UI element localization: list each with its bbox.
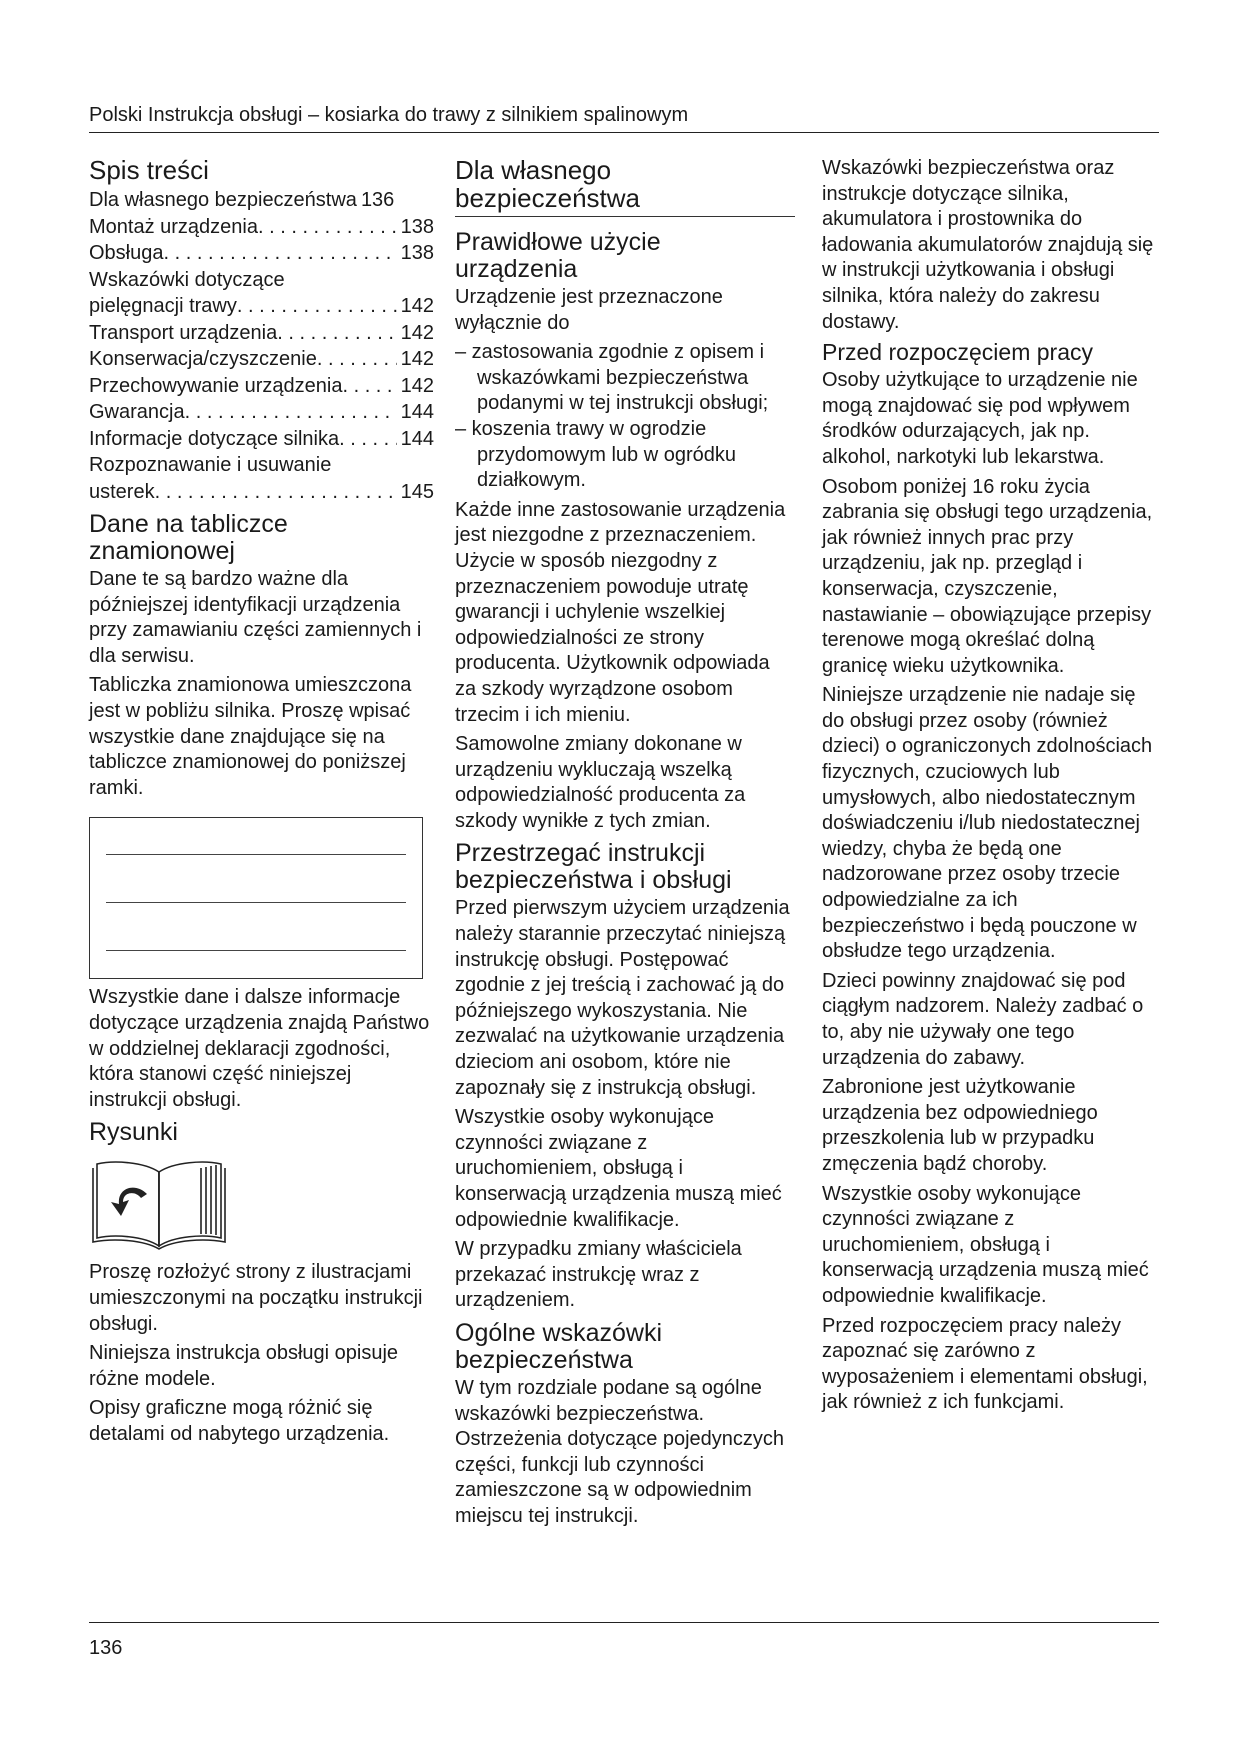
toc-entry [89,479,434,506]
toc-entry-page: 144 [400,401,434,423]
toc-entry-page: 142 [400,295,434,317]
nameplate-heading-line1: Dane na tabliczce [89,510,288,538]
toc-entry-page: 142 [400,321,434,344]
toc-entry-page: 145 [400,480,434,503]
proper-use-heading-line2: urządzenia [455,255,578,283]
column-1 [89,156,434,1451]
nameplate-heading-line2: znamionowej [89,537,235,565]
toc-entry-label: Gwarancja [89,401,185,423]
before-work-paragraph-5: Zabronione jest użytkowanie urządzenia bez odpowiedniego przeszkolenia lub w przypadku zmęczenia bądź choroby. [822,1076,1098,1175]
toc-entry-label: Wskazówki dotyczące [89,268,285,291]
drawings-heading: Rysunki [89,1118,178,1147]
nameplate-entry-box [89,817,423,979]
proper-use-heading-line1: Prawidłowe użycie [455,228,661,256]
toc-entry-label: Przechowywanie urządzenia [89,374,343,397]
page-number: 136 [89,1637,123,1659]
list-item: – koszenia trawy w ogrodzie przydomowym lub w ogródku działkowym. [455,417,736,492]
safety-heading-line2: bezpieczeństwa [455,183,640,213]
proper-use-paragraph-2: Każde inne zastosowanie urządzenia jest niezgodne z przeznaczeniem. Użycie w sposób niezgodny z przeznaczeniem powoduje utratę gwarancji i uchylenie wszelkiej odpowiedzialności ze strony producenta. Użytkownik odpowiada za szkody wyrządzone osobom trzecim i ich mieniu. [455,498,786,726]
before-work-paragraph-7: Przed rozpoczęciem pracy należy zapoznać się zarówno z wyposażeniem i elementami obsługi, jak również z ich funkcjami. [822,1314,1148,1414]
toc-entry-page: 142 [400,348,434,370]
nameplate-paragraph-2: Tabliczka znamionowa umieszczona jest w pobliżu silnika. Proszę wpisać wszystkie dane znajdujące się na tabliczce znamionowej do poniższej ramki. [89,674,412,799]
toc-entry-page: 138 [400,215,434,238]
toc-entry-page: 138 [400,242,434,264]
drawings-paragraph-2: Niniejsza instrukcja obsługi opisuje różne modele. [89,1342,399,1390]
toc-entry-label: Dla własnego bezpieczeństwa [89,189,357,211]
proper-use-paragraph-3: Samowolne zmiany dokonane w urządzeniu wykluczają wszelką odpowiedzialność producenta za szkody wynikłe z tych zmian. [455,733,746,832]
before-work-paragraph-6: Wszystkie osoby wykonujące czynności związane z uruchomieniem, obsługą i konserwacją urządzenia muszą mieć odpowiednie kwalifikacje. [822,1182,1149,1307]
toc-entry [89,240,434,267]
toc-entry-label: pielęgnacji trawy [89,295,237,317]
toc-entry [89,426,434,453]
toc-entry [89,214,434,241]
engine-info-paragraph: Wskazówki bezpieczeństwa oraz instrukcje dotyczące silnika, akumulatora i prostownika do ładowania akumulatorów znajdują się w instrukcji użytkowania i obsługi silnika, która należy do zakresu dostawy. [822,157,1154,333]
toc-entry [89,320,434,347]
nameplate-line [106,902,406,903]
list-item: – zastosowania zgodnie z opisem i wskazówkami bezpieczeństwa podanymi w tej instrukcji obsługi; [455,341,769,415]
page-header: Polski Instrukcja obsługi – kosiarka do trawy z silnikiem spalinowym [89,100,1159,133]
nameplate-line [106,950,406,951]
toc-entry-label: Konserwacja/czyszczenie [89,348,317,370]
general-paragraph-1: W tym rozdziale podane są ogólne wskazówki bezpieczeństwa. Ostrzeżenia dotyczące pojedynczych części, funkcji lub czynności zamieszczone są w odpowiednim miejscu tej instrukcji. [455,1376,785,1527]
toc-entry-label: Transport urządzenia [89,321,278,344]
nameplate-line [106,854,406,855]
toc-entry [89,293,434,320]
general-heading-line2: bezpieczeństwa [455,1345,633,1374]
before-work-paragraph-1: Osoby użytkujące to urządzenie nie mogą znajdować się pod wpływem środków odurzających, jak np. alkohol, narkotyki lub lekarstwa. [822,369,1138,468]
toc-entry-label: Montaż urządzenia [89,215,258,238]
proper-use-paragraph-1: Urządzenie jest przeznaczone wyłącznie do [455,286,723,334]
before-work-paragraph-3: Niniejsze urządzenie nie nadaje się do obsługi przez osoby (również dzieci) o ograniczonych zdolnościach fizycznych, czuciowych lub umysłowych, albo niedostatecznym doświadczeniu i/lub niedostatecznej wiedzy, chyba że będą one nadzorowane przez osoby trzecie odpowiedzialne za ich bezpieczeństwo i będą pouczone w obsłudze tego urządzenia. [822,684,1153,963]
drawings-paragraph-1: Proszę rozłożyć strony z ilustracjami umieszczonymi na początku instrukcji obsługi. [89,1261,423,1335]
general-safety-heading [455,1320,795,1374]
obey-paragraph-1: Przed pierwszym użyciem urządzenia należy starannie przeczytać niniejszą instrukcję obsługi. Postępować zgodnie z jej treścią i zachować ją do późniejszego wykoszystania. Nie zezwalać na użytkowanie urządzenia dzieciom ani osobom, które nie zapoznały się z instrukcją obsługi. [455,897,790,1099]
toc-title: Spis treści [89,155,209,185]
column-2 [455,156,795,1534]
toc-entry-page: 136 [360,189,395,211]
toc-entry [89,346,434,373]
toc-entry [89,187,434,214]
toc-entry-line1 [89,452,434,479]
safety-heading [455,156,795,217]
toc-entry [89,373,434,400]
general-heading-line1: Ogólne wskazówki [455,1318,663,1347]
toc-entry-line1 [89,267,434,294]
proper-use-list [455,340,795,494]
before-work-paragraph-4: Dzieci powinny znajdować się pod ciągłym nadzorem. Należy zadbać o to, aby nie używały one tego urządzenia do zabawy. [822,969,1144,1069]
nameplate-heading [89,511,434,565]
toc-entry-label: Rozpoznawanie i usuwanie [89,454,332,476]
obey-heading-line1: Przestrzegać instrukcji [455,839,706,868]
nameplate-paragraph-3: Wszystkie dane i dalsze informacje dotyczące urządzenia znajdą Państwo w oddzielnej deklaracji zgodności, która stanowi część niniejszej instrukcji obsługi. [89,986,430,1111]
before-work-heading: Przed rozpoczęciem pracy [822,339,1093,366]
toc-entry-label: Informacje dotyczące silnika [89,427,340,450]
nameplate-paragraph-1: Dane te są bardzo ważne dla późniejszej identyfikacji urządzenia przy zamawianiu części zamiennych i dla serwisu. [89,568,422,667]
before-work-paragraph-2: Osobom poniżej 16 roku życia zabrania się obsługi tego urządzenia, jak również innych prac przy urządzeniu, jak np. przegląd i konserwacja, czyszczenie, nastawianie – obowiązujące przepisy terenowe mogą określać dolną granicę wieku użytkownika. [822,475,1153,677]
toc-entry-label: Obsługa [89,242,164,264]
obey-paragraph-3: W przypadku zmiany właściciela przekazać instrukcję wraz z urządzeniem. [455,1238,742,1312]
toc-entry-page: 142 [400,374,434,397]
toc-entry-label: usterek [89,480,155,503]
footer-rule [89,1622,1159,1623]
obey-heading-line2: bezpieczeństwa i obsługi [455,866,732,895]
column-3 [822,156,1162,1420]
table-of-contents [89,187,434,505]
drawings-paragraph-3: Opisy graficzne mogą różnić się detalami od nabytego urządzenia. [89,1397,390,1445]
open-book-icon [89,1154,229,1250]
obey-paragraph-2: Wszystkie osoby wykonujące czynności związane z uruchomieniem, obsługą i konserwacją urządzenia muszą mieć odpowiednie kwalifikacje. [455,1106,782,1231]
toc-entry [89,399,434,426]
safety-heading-line1: Dla własnego [455,155,612,185]
obey-instructions-heading [455,840,795,894]
proper-use-heading [455,229,795,283]
toc-entry-page: 144 [400,427,434,450]
